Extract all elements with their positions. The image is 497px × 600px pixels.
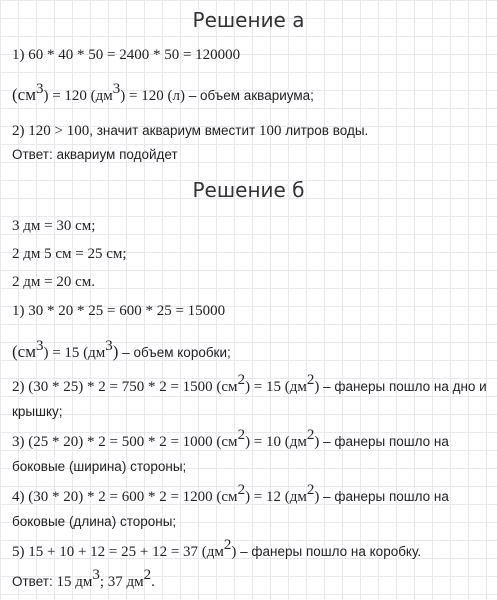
- line-b-6: 2) (30 * 25) * 2 = 750 * 2 = 1500 $(см^2) = 15$ $(дм^2)$ – фанеры пошло на дно и: [12, 372, 487, 395]
- line-b-9: боковые (ширина) стороны;: [12, 459, 187, 474]
- line-b-8: 3) (25 * 20) * 2 = 500 * 2 = 1000 $(см^2) = 10$ $(дм^2)$ – фанеры пошло на: [12, 427, 449, 450]
- line-b-3: 2 дм = 20 см.: [12, 274, 95, 290]
- line-b-12: 5) 15 + 10 + 12 = 25 + 12 = 37 $(дм^2)$ – фанеры пошло на коробку.: [12, 537, 422, 560]
- line-a-3: 2) 120 > 100, значит аквариум вместит 100 литров воды.: [12, 123, 369, 139]
- line-b-2: 2 дм 5 см = 25 см;: [12, 246, 127, 262]
- answer-b: Ответ: 15 $дм^3$; 37 $дм^2$.: [12, 567, 155, 590]
- heading-solution-b: Решение б: [192, 178, 305, 202]
- heading-solution-a: Решение а: [192, 8, 305, 32]
- line-b-11: боковые (длина) стороны;: [12, 514, 177, 529]
- answer-a: Ответ: аквариум подойдет: [12, 147, 178, 162]
- line-b-4: 1) 30 * 20 * 25 = 600 * 25 = 15000: [12, 303, 226, 319]
- line-b-10: 4) (30 * 20) * 2 = 600 * 2 = 1200 $(см^2) = 12$ $(дм^2)$ – фанеры пошло на: [12, 482, 449, 505]
- line-a-1: 1) 60 * 40 * 50 = 2400 * 50 = 120000: [12, 47, 241, 63]
- line-b-5: $(см^3) = 15$ $(дм^3)$ – объем коробки;: [12, 338, 231, 361]
- line-b-7: крышку;: [12, 404, 63, 419]
- line-b-1: 3 дм = 30 см;: [12, 218, 96, 234]
- line-a-2: $(см^3) = 120$ $(дм^3) = 120$ (л) – объем аквариума;: [12, 81, 314, 104]
